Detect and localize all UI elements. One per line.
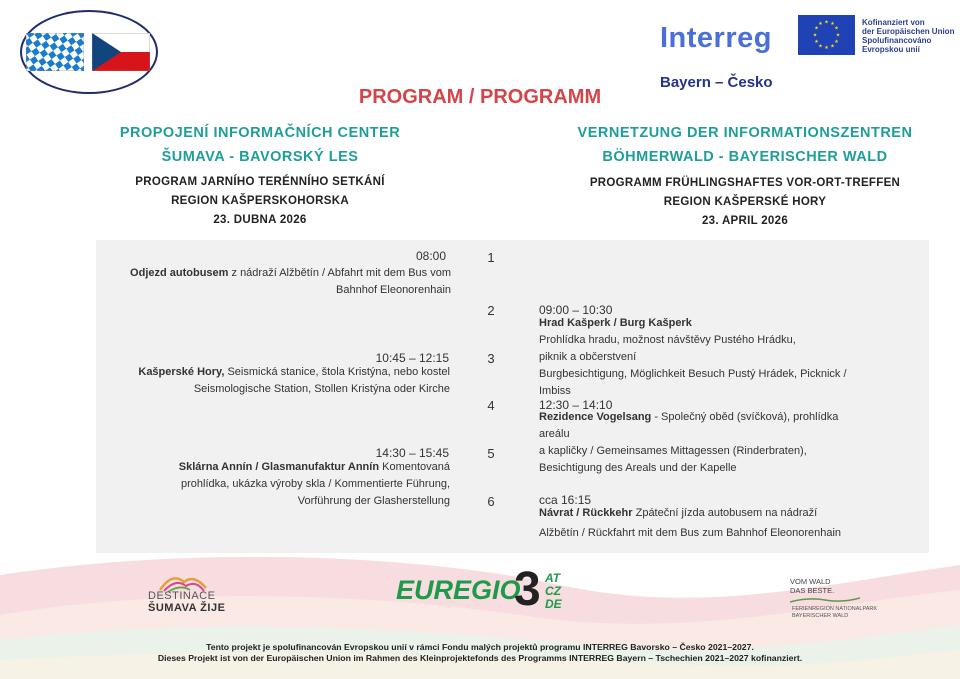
- svg-text:★: ★: [814, 25, 819, 32]
- eu-flag-icon: [798, 15, 855, 55]
- program-entry-5: [110, 459, 450, 510]
- svg-text:★: ★: [835, 32, 841, 39]
- destinace-logo: [148, 590, 225, 614]
- left-sub-1: PROGRAM JARNÍHO TERÉNNÍHO SETKÁNÍ: [135, 176, 385, 188]
- svg-text:★: ★: [834, 25, 839, 32]
- logo-text: ŠUMAVA ŽIJE: [148, 602, 226, 614]
- svg-text:★: ★: [824, 19, 829, 26]
- national-park-logo: [792, 606, 877, 620]
- region-label: Bayern – Česko: [660, 74, 773, 91]
- entry-text: Zpáteční jízda autobusem na nádraží: [632, 507, 818, 519]
- logo-text: CZ: [545, 584, 561, 598]
- page-title: PROGRAM / PROGRAMM: [358, 86, 602, 108]
- logo-text: DESTINACE: [148, 590, 216, 602]
- program-entry-6: [539, 505, 869, 542]
- svg-text:★: ★: [818, 43, 823, 50]
- right-heading-1: VERNETZUNG DER INFORMATIONSZENTREN: [577, 125, 913, 141]
- entry-title: Návrat / Rückkehr: [539, 507, 633, 519]
- eu-cofinanced-text: [862, 18, 957, 54]
- program-entry-3: [110, 364, 450, 398]
- entry-text: Komentovaná: [379, 461, 450, 473]
- logo-text: EUREGIO: [396, 575, 521, 605]
- program-entry-1: [110, 265, 451, 299]
- entry-text: Vorführung der Glasherstellung: [297, 495, 450, 507]
- right-heading-2: BÖHMERWALD - BAYERISCHER WALD: [602, 149, 888, 165]
- logo-text: BAYERISCHER WALD: [792, 613, 849, 619]
- euregio-logo: [396, 575, 521, 606]
- program-number: 6: [487, 494, 495, 509]
- entry-time: 12:30 – 14:10: [539, 398, 613, 412]
- eu-text-line: Kofinanziert von: [862, 18, 925, 27]
- right-sub-2: REGION KAŠPERSKÉ HORY: [663, 196, 827, 208]
- czech-flag-icon: [92, 33, 150, 71]
- eu-text-line: Evropskou unií: [862, 45, 920, 54]
- entry-text: Burgbesichtigung, Möglichkeit Besuch Pustý Hrádek, Picknick /: [539, 368, 847, 380]
- left-sub-2: REGION KAŠPERSKOHORSKA: [171, 195, 349, 207]
- program-entry-2: [539, 315, 859, 400]
- program-number: 4: [487, 398, 495, 413]
- destinace-mountain-icon: [158, 570, 208, 592]
- program-number: 5: [487, 446, 495, 461]
- euregio-countries: [545, 572, 562, 611]
- entry-title: Kašperské Hory,: [138, 366, 225, 378]
- left-heading-1: PROPOJENÍ INFORMAČNÍCH CENTER: [119, 125, 401, 141]
- program-number: 3: [487, 351, 495, 366]
- entry-time: cca 16:15: [539, 493, 592, 507]
- entry-title: Hrad Kašperk / Burg Kašperk: [539, 317, 692, 329]
- entry-text: prohlídka, ukázka výroby skla / Kommentierte Führung,: [180, 478, 450, 490]
- svg-text:★: ★: [818, 21, 823, 27]
- vom-wald-logo: [790, 577, 834, 595]
- entry-time: 10:45 – 12:15: [375, 351, 449, 365]
- right-sub-1: PROGRAMM FRÜHLINGSHAFTES VOR-ORT-TREFFEN: [589, 177, 901, 189]
- svg-text:★: ★: [830, 21, 835, 27]
- entry-title: Rezidence Vogelsang: [539, 411, 652, 423]
- entry-time: 08:00: [415, 249, 446, 263]
- entry-title: Sklárna Annín / Glasmanufaktur Annín: [178, 461, 380, 473]
- national-park-wave-icon: [790, 597, 860, 603]
- entry-time: 09:00 – 10:30: [539, 303, 613, 317]
- program-number: 1: [487, 250, 495, 265]
- svg-text:★: ★: [812, 32, 818, 39]
- svg-text:★: ★: [834, 39, 839, 45]
- logo-text: DE: [545, 597, 562, 611]
- euregio-three: 3: [514, 563, 541, 616]
- left-sub-3: 23. DUBNA 2026: [213, 214, 307, 226]
- entry-text: a kapličky / Gemeinsames Mittagessen (Rinderbraten),: [539, 445, 807, 457]
- entry-text: Seismologische Station, Stollen Kristýna oder Kirche: [193, 383, 450, 395]
- svg-text:★: ★: [830, 43, 835, 50]
- svg-text:★: ★: [814, 39, 819, 45]
- eu-text-line: der Europäischen Union: [862, 27, 955, 36]
- logo-text: DAS BESTE.: [790, 586, 835, 595]
- footer-note-cz: Tento projekt je spolufinancován Evropskou unií v rámci Fondu malých projektů programu INTERREG Bavorsko – Česko 2021–2027.: [206, 642, 754, 652]
- entry-text: Alžbětín / Rückfahrt mit dem Bus zum Bahnhof Eleonorenhain: [539, 527, 842, 539]
- svg-text:★: ★: [824, 45, 829, 51]
- entry-line: [110, 265, 451, 282]
- right-sub-3: 23. APRIL 2026: [701, 215, 789, 227]
- logo-text: FERIENREGION NATIONALPARK: [792, 606, 878, 612]
- entry-text: - Společný oběd (svíčková), prohlídka areálu: [539, 411, 839, 440]
- entry-text: Bahnhof Eleonorenhain: [336, 284, 451, 296]
- entry-text: Besichtigung des Areals und der Kapelle: [539, 462, 737, 474]
- footer-note-de: Dieses Projekt ist von der Europäischen Union im Rahmen des Kleinprojektefonds des Programms INTERREG Bayern – Tschechien 2021–2027 kofinanziert.: [157, 653, 803, 663]
- program-number: 2: [487, 303, 495, 318]
- program-entry-4: [539, 409, 859, 477]
- interreg-logo: Interreg: [660, 22, 772, 54]
- entry-text: piknik a občerstvení: [539, 351, 637, 363]
- entry-text: Seismická stanice, štola Kristýna, nebo kostel: [224, 366, 450, 378]
- entry-time: 14:30 – 15:45: [375, 446, 449, 460]
- left-heading-2: ŠUMAVA - BAVORSKÝ LES: [161, 149, 359, 165]
- eu-text-line: Spolufinancováno: [862, 36, 932, 45]
- entry-title: Odjezd autobusem: [130, 267, 229, 279]
- bavarian-flag-icon: [26, 33, 84, 71]
- entry-text: Prohlídka hradu, možnost návštěvy Pustého Hrádku,: [539, 334, 796, 346]
- logo-text: VOM WALD: [790, 577, 831, 586]
- logo-text: AT: [545, 571, 561, 585]
- entry-text: z nádraží Alžbětín / Abfahrt mit dem Bus vom: [228, 267, 451, 279]
- entry-text: Imbiss: [539, 385, 571, 397]
